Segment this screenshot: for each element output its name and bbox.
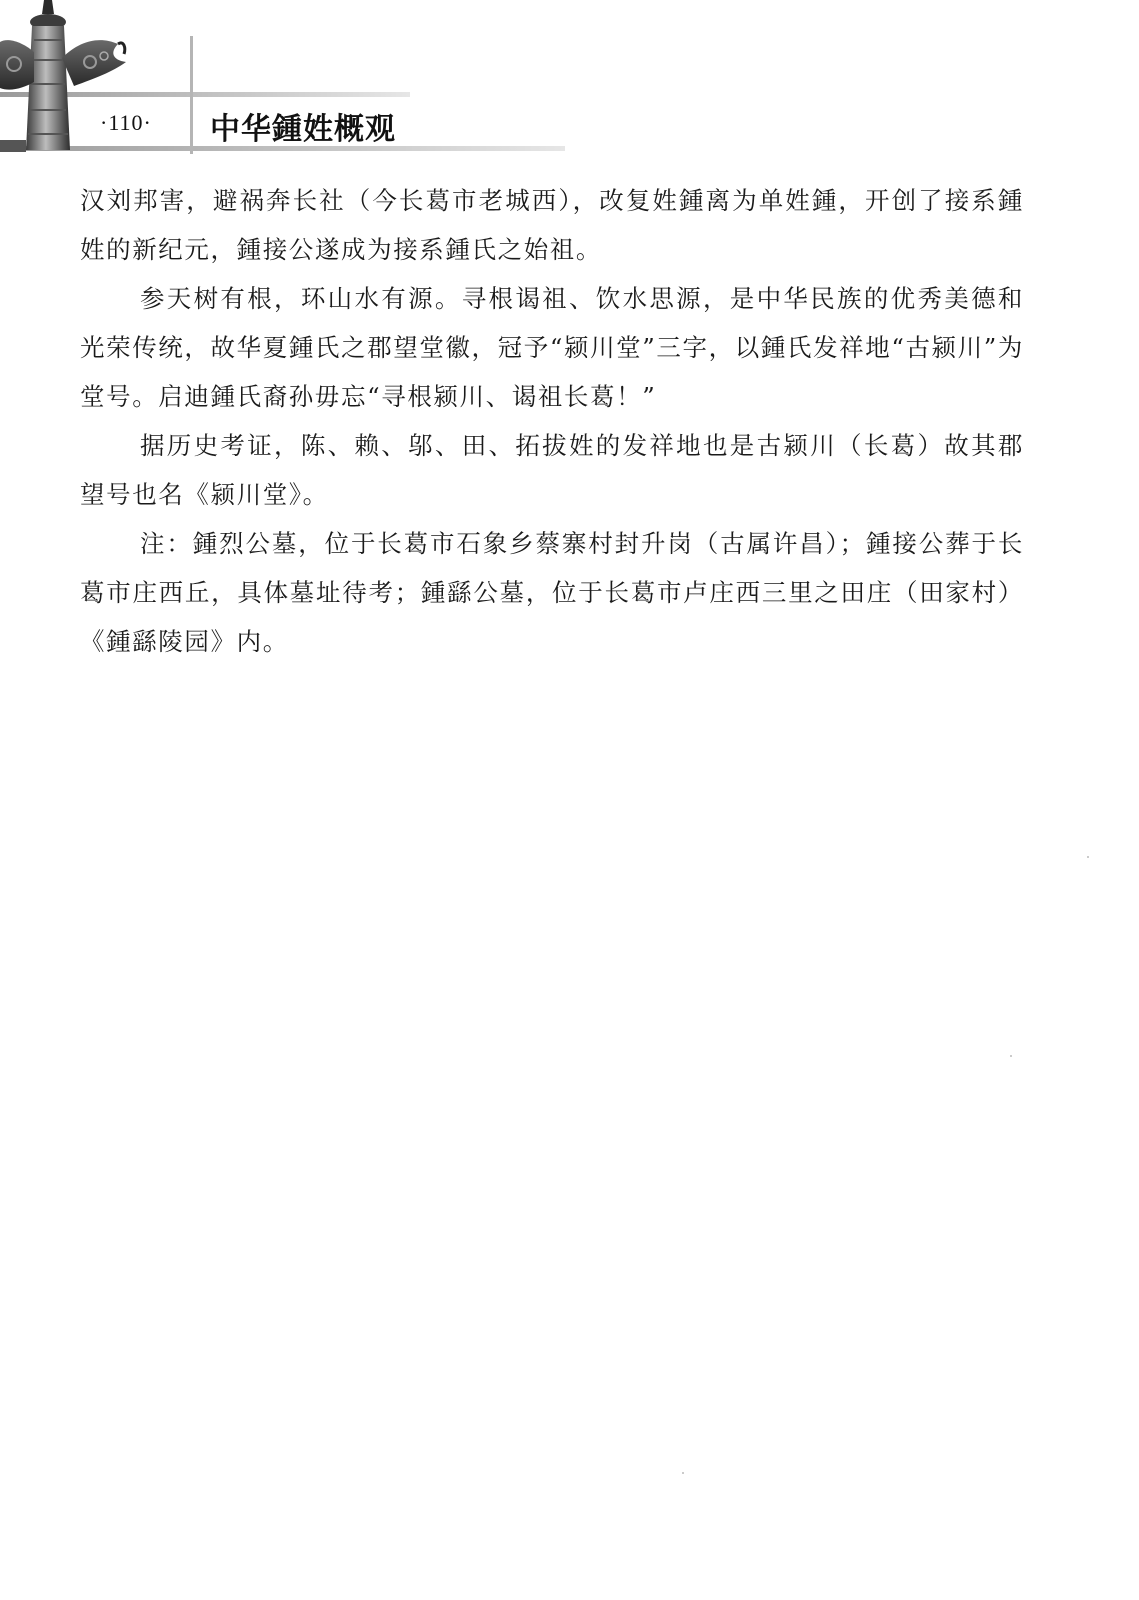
scan-speck	[1087, 856, 1089, 858]
paragraph: 参天树有根，环山水有源。寻根谒祖、饮水思源，是中华民族的优秀美德和光荣传统，故华夏鍾氏之郡望堂徽，冠予“颍川堂”三字，以鍾氏发祥地“古颍川”为堂号。启迪鍾氏裔孙毋忘“寻根颍川、谒祖长葛！”	[80, 284, 1024, 411]
scan-speck	[1010, 1055, 1012, 1057]
scan-speck	[682, 1472, 684, 1474]
note-paragraph: 注：鍾烈公墓，位于长葛市石象乡蔡寨村封升岗（古属许昌）；鍾接公葬于长葛市庄西丘，具体墓址待考；鍾繇公墓，位于长葛市卢庄西三里之田庄（田家村）《鍾繇陵园》内。	[80, 529, 1024, 656]
paragraph: 据历史考证，陈、赖、邬、田、拓拔姓的发祥地也是古颍川（长葛）故其郡望号也名《颍川堂》。	[80, 431, 1024, 509]
paragraph-continued: 汉刘邦害，避祸奔长社（今长葛市老城西），改复姓鍾离为单姓鍾，开创了接系鍾姓的新纪元，鍾接公遂成为接系鍾氏之始祖。	[80, 186, 1024, 264]
page-number: ·110·	[100, 110, 152, 135]
body-text	[80, 176, 1024, 666]
page-header	[0, 0, 600, 160]
running-header-title: 中华鍾姓概观	[210, 112, 396, 147]
